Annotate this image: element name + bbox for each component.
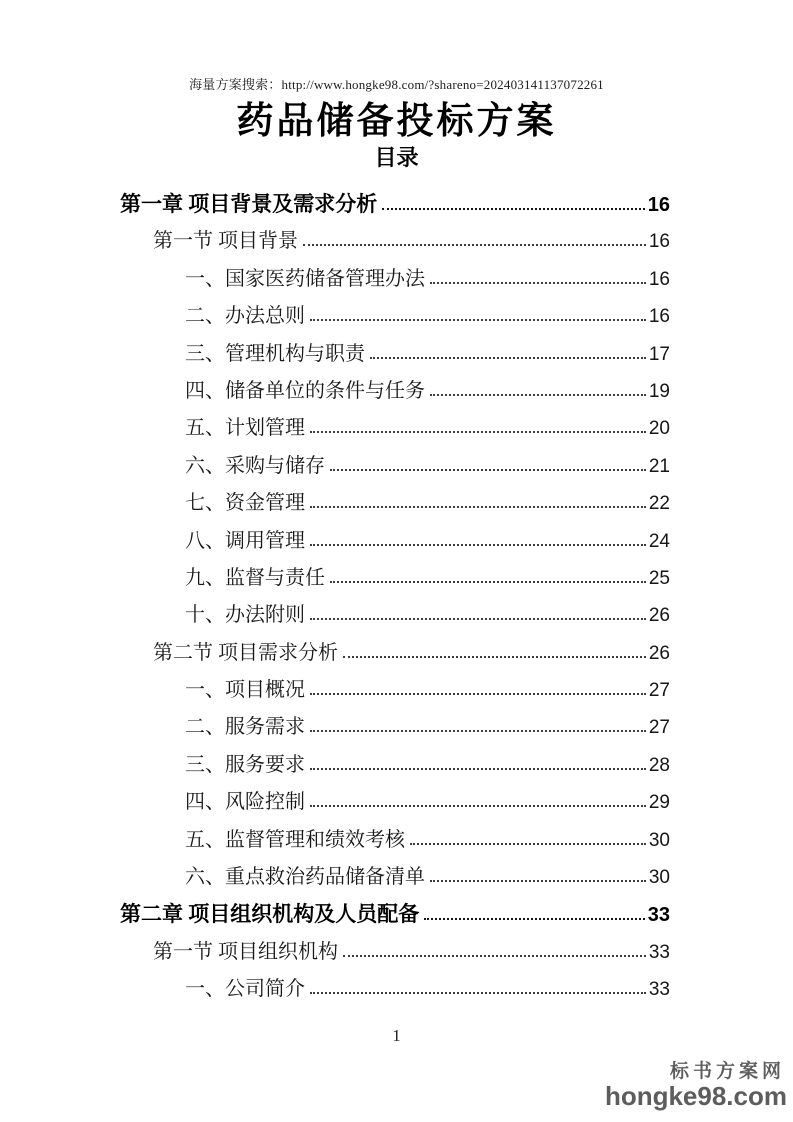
toc-entry-page: 20 bbox=[648, 418, 670, 440]
toc-dotted-leader bbox=[430, 880, 646, 882]
toc-list bbox=[120, 186, 670, 1009]
toc-dotted-leader bbox=[410, 843, 646, 845]
toc-entry[interactable] bbox=[120, 373, 670, 410]
toc-dotted-leader bbox=[310, 431, 646, 433]
toc-entry[interactable] bbox=[120, 747, 670, 784]
toc-dotted-leader bbox=[310, 805, 646, 807]
toc-entry-label: 第一节 项目背景 bbox=[153, 230, 298, 253]
toc-entry-page: 16 bbox=[647, 194, 670, 216]
toc-entry-page: 27 bbox=[648, 680, 670, 702]
toc-entry-page: 16 bbox=[648, 268, 670, 290]
toc-entry[interactable] bbox=[120, 261, 670, 298]
toc-entry[interactable] bbox=[120, 934, 670, 971]
toc-entry-label: 四、储备单位的条件与任务 bbox=[185, 379, 425, 402]
toc-entry[interactable] bbox=[120, 672, 670, 709]
toc-dotted-leader bbox=[310, 544, 646, 546]
toc-entry-page: 21 bbox=[648, 455, 670, 477]
toc-dotted-leader bbox=[310, 730, 646, 732]
toc-entry-label: 三、服务要求 bbox=[185, 753, 305, 776]
toc-dotted-leader bbox=[330, 469, 646, 471]
toc-entry[interactable] bbox=[120, 597, 670, 634]
toc-entry[interactable] bbox=[120, 709, 670, 746]
toc-entry-label: 五、计划管理 bbox=[185, 417, 305, 440]
toc-dotted-leader bbox=[310, 768, 646, 770]
watermark bbox=[605, 1062, 787, 1109]
toc-entry-page: 26 bbox=[648, 642, 670, 664]
toc-entry[interactable] bbox=[120, 822, 670, 859]
toc-entry-label: 七、资金管理 bbox=[185, 492, 305, 515]
toc-entry-page: 25 bbox=[648, 567, 670, 589]
toc-entry-label: 一、公司简介 bbox=[185, 978, 305, 1001]
toc-entry-page: 33 bbox=[648, 941, 670, 963]
toc-dotted-leader bbox=[382, 208, 645, 210]
toc-entry-label: 五、监督管理和绩效考核 bbox=[185, 828, 405, 851]
toc-dotted-leader bbox=[424, 918, 645, 920]
toc-entry[interactable] bbox=[120, 336, 670, 373]
toc-entry[interactable] bbox=[120, 560, 670, 597]
watermark-site-domain: hongke98.com bbox=[604, 1081, 787, 1111]
toc-entry-label: 第二章 项目组织机构及人员配备 bbox=[120, 902, 420, 927]
toc-dotted-leader bbox=[310, 506, 646, 508]
toc-entry-page: 30 bbox=[648, 829, 670, 851]
toc-entry-label: 二、办法总则 bbox=[185, 305, 305, 328]
toc-heading: 目录 bbox=[374, 145, 419, 170]
toc-entry-page: 24 bbox=[648, 530, 670, 552]
toc-entry-page: 17 bbox=[648, 343, 670, 365]
toc-dotted-leader bbox=[310, 319, 646, 321]
toc-entry-label: 第一章 项目背景及需求分析 bbox=[120, 192, 378, 216]
toc-entry-label: 一、国家医药储备管理办法 bbox=[185, 267, 425, 290]
toc-entry-page: 30 bbox=[648, 867, 670, 889]
toc-entry-page: 33 bbox=[647, 904, 670, 927]
watermark-site-name: 标书方案网 bbox=[669, 1061, 785, 1082]
toc-entry[interactable] bbox=[120, 485, 670, 522]
toc-entry-page: 27 bbox=[648, 717, 670, 739]
toc-entry-label: 第二节 项目需求分析 bbox=[153, 641, 338, 664]
toc-entry[interactable] bbox=[120, 448, 670, 485]
toc-entry[interactable] bbox=[120, 223, 670, 260]
toc-entry-label: 一、项目概况 bbox=[185, 679, 305, 702]
toc-dotted-leader bbox=[430, 282, 646, 284]
toc-dotted-leader bbox=[370, 357, 646, 359]
toc-entry-page: 22 bbox=[648, 493, 670, 515]
toc-entry-page: 16 bbox=[648, 231, 670, 253]
toc-entry-label: 十、办法附则 bbox=[185, 604, 305, 627]
toc-dotted-leader bbox=[303, 244, 646, 246]
toc-entry-label: 第一节 项目组织机构 bbox=[153, 940, 338, 963]
toc-entry-label: 二、服务需求 bbox=[185, 716, 305, 739]
toc-entry[interactable] bbox=[120, 859, 670, 896]
toc-entry-label: 六、采购与储存 bbox=[185, 454, 325, 477]
toc-dotted-leader bbox=[310, 992, 646, 994]
toc-dotted-leader bbox=[430, 394, 646, 396]
header-search-url[interactable]: 海量方案搜索：http://www.hongke98.com/?shareno=202403141137072261 bbox=[189, 77, 604, 92]
toc-entry[interactable] bbox=[120, 784, 670, 821]
toc-entry[interactable] bbox=[120, 896, 670, 933]
toc-entry-label: 三、管理机构与职责 bbox=[185, 342, 365, 365]
toc-dotted-leader bbox=[343, 656, 646, 658]
footer-page-number: 1 bbox=[392, 1026, 401, 1045]
toc-entry[interactable] bbox=[120, 523, 670, 560]
toc-entry-label: 四、风险控制 bbox=[185, 791, 305, 814]
toc-entry-page: 29 bbox=[648, 792, 670, 814]
toc-dotted-leader bbox=[343, 955, 646, 957]
toc-entry-page: 16 bbox=[648, 306, 670, 328]
toc-entry[interactable] bbox=[120, 186, 670, 223]
toc-dotted-leader bbox=[310, 693, 646, 695]
toc-dotted-leader bbox=[330, 581, 646, 583]
toc-entry-page: 28 bbox=[648, 754, 670, 776]
toc-entry-page: 26 bbox=[648, 605, 670, 627]
toc-entry[interactable] bbox=[120, 971, 670, 1008]
document-title: 药品储备投标方案 bbox=[236, 101, 557, 142]
toc-entry[interactable] bbox=[120, 410, 670, 447]
toc-entry-label: 九、监督与责任 bbox=[185, 566, 325, 589]
toc-dotted-leader bbox=[310, 618, 646, 620]
toc-entry[interactable] bbox=[120, 635, 670, 672]
toc-entry-label: 六、重点救治药品储备清单 bbox=[185, 866, 425, 889]
toc-entry[interactable] bbox=[120, 298, 670, 335]
toc-entry-page: 19 bbox=[648, 380, 670, 402]
toc-entry-page: 33 bbox=[648, 979, 670, 1001]
toc-entry-label: 八、调用管理 bbox=[185, 529, 305, 552]
